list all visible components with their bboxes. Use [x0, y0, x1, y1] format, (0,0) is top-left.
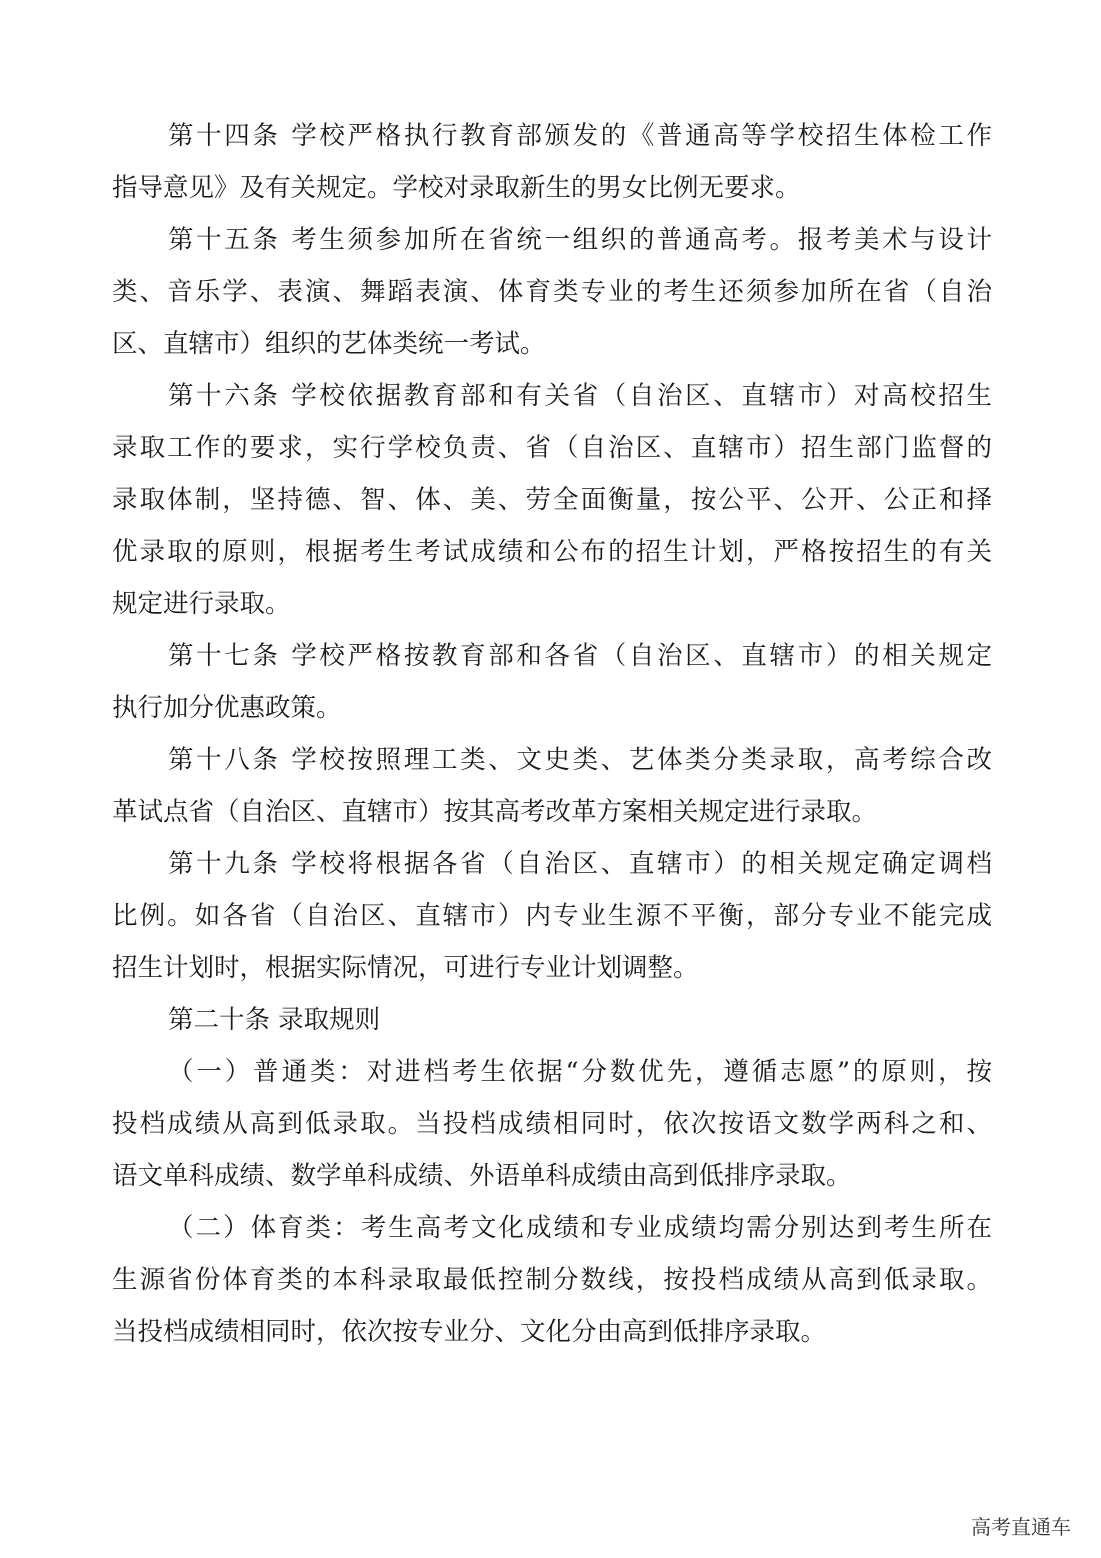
paragraph-article-15 [112, 214, 992, 370]
paragraph-article-20 [112, 994, 992, 1046]
text-line: 第十八条 学校按照理工类、文史类、艺体类分类录取，高考综合改 [168, 745, 992, 775]
text-line: 语文单科成绩、数学单科成绩、外语单科成绩由高到低排序录取。 [112, 1161, 852, 1191]
text-line: 第十七条 学校严格按教育部和各省（自治区、直辖市）的相关规定 [168, 641, 992, 671]
watermark-text: 高考直通车 [971, 1515, 1071, 1539]
paragraph-article-19 [112, 838, 992, 994]
text-line: 比例。如各省（自治区、直辖市）内专业生源不平衡，部分专业不能完成 [112, 901, 992, 931]
text-line: （一）普通类：对进档考生依据“分数优先，遵循志愿”的原则，按 [168, 1057, 992, 1087]
text-line: 优录取的原则，根据考生考试成绩和公布的招生计划，严格按招生的有关 [112, 537, 992, 567]
text-line: 规定进行录取。 [112, 589, 291, 619]
text-line: 投档成绩从高到低录取。当投档成绩相同时，依次按语文数学两科之和、 [112, 1109, 992, 1139]
text-line: 招生计划时，根据实际情况，可进行专业计划调整。 [112, 953, 699, 983]
paragraph-article-18 [112, 734, 992, 838]
paragraph-rule-2 [112, 1202, 992, 1358]
text-line: 第十五条 考生须参加所在省统一组织的普通高考。报考美术与设计 [168, 225, 992, 255]
text-line: 区、直辖市）组织的艺体类统一考试。 [112, 329, 546, 359]
paragraph-rule-1 [112, 1046, 992, 1202]
text-line: 类、音乐学、表演、舞蹈表演、体育类专业的考生还须参加所在省（自治 [112, 277, 992, 307]
paragraph-article-14 [112, 110, 992, 214]
document-body [112, 110, 992, 1358]
text-line: 第十九条 学校将根据各省（自治区、直辖市）的相关规定确定调档 [168, 849, 992, 879]
text-line: 执行加分优惠政策。 [112, 693, 342, 723]
text-line: 生源省份体育类的本科录取最低控制分数线，按投档成绩从高到低录取。 [112, 1265, 992, 1295]
text-line: 录取工作的要求，实行学校负责、省（自治区、直辖市）招生部门监督的 [112, 433, 992, 463]
paragraph-article-17 [112, 630, 992, 734]
text-line: 第十四条 学校严格执行教育部颁发的《普通高等学校招生体检工作 [168, 121, 992, 151]
text-line: 当投档成绩相同时，依次按专业分、文化分由高到低排序录取。 [112, 1317, 827, 1347]
text-line: 第十六条 学校依据教育部和有关省（自治区、直辖市）对高校招生 [168, 381, 992, 411]
text-line: 录取体制，坚持德、智、体、美、劳全面衡量，按公平、公开、公正和择 [112, 485, 992, 515]
section-heading: 第二十条 录取规则 [168, 1005, 381, 1035]
text-line: （二）体育类：考生高考文化成绩和专业成绩均需分别达到考生所在 [168, 1213, 992, 1243]
paragraph-article-16 [112, 370, 992, 630]
text-line: 革试点省（自治区、直辖市）按其高考改革方案相关规定进行录取。 [112, 797, 878, 827]
text-line: 指导意见》及有关规定。学校对录取新生的男女比例无要求。 [112, 173, 801, 203]
